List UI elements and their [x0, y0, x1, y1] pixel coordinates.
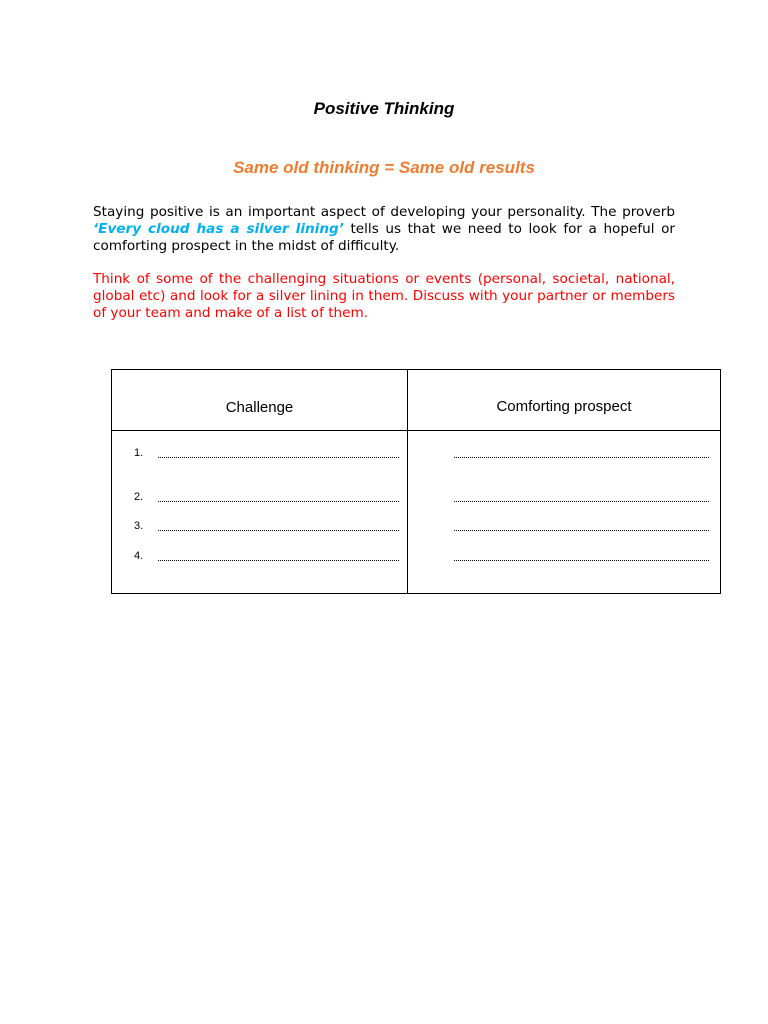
table-row — [112, 520, 720, 534]
intro-text-after: tells us that we need to look for a hopeful or comforting prospect in the midst of difficulty. — [93, 220, 675, 254]
table-header-divider — [112, 430, 720, 431]
challenge-table — [111, 369, 721, 594]
challenge-blank-line — [158, 530, 399, 531]
table-row — [112, 447, 720, 461]
header-challenge: Challenge — [225, 399, 294, 416]
challenge-blank-line — [158, 560, 399, 561]
prospect-blank-line — [454, 560, 709, 561]
challenge-blank-line — [158, 457, 399, 458]
row-number: 3. — [134, 520, 144, 532]
prospect-blank-line — [454, 501, 709, 502]
intro-paragraph — [93, 204, 675, 254]
row-number: 1. — [134, 447, 144, 459]
page-subtitle: Same old thinking = Same old results — [233, 158, 535, 177]
instruction-paragraph: Think of some of the challenging situations or events (personal, societal, national, global etc) and look for a silver lining in them. Discuss with your partner or members of your team and make of a list of them. — [93, 271, 675, 321]
proverb-text: ‘Every cloud has a silver lining’ — [93, 220, 344, 237]
table-row — [112, 550, 720, 564]
table-row — [112, 491, 720, 505]
row-number: 4. — [134, 550, 144, 562]
intro-text-before: Staying positive is an important aspect of developing your personality. The proverb — [93, 204, 675, 220]
header-comforting-prospect: Comforting prospect — [496, 398, 632, 415]
prospect-blank-line — [454, 530, 709, 531]
page-title: Positive Thinking — [313, 99, 455, 118]
prospect-blank-line — [454, 457, 709, 458]
challenge-blank-line — [158, 501, 399, 502]
row-number: 2. — [134, 491, 144, 503]
